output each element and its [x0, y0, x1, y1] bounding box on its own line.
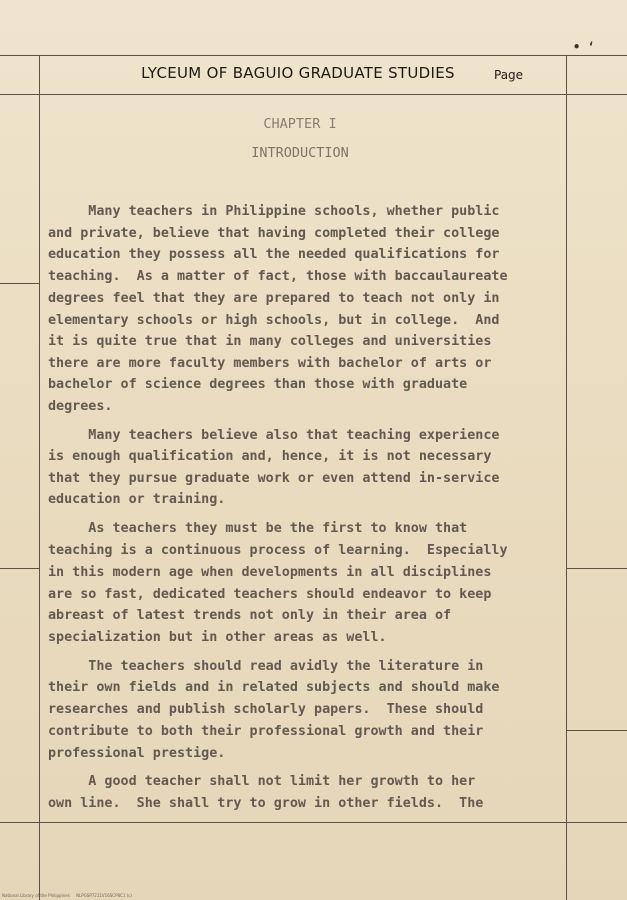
text-line: contribute to both their professional growth and their [48, 724, 484, 739]
text-line: abreast of latest trends not only in their area of [48, 608, 452, 623]
left-margin-rule [39, 55, 40, 900]
text-line: that they pursue graduate work or even attend in-service [48, 471, 500, 486]
text-line: professional prestige. [48, 746, 226, 761]
text-line: elementary schools or high schools, but in college. And [48, 313, 500, 328]
right-margin-rule [566, 55, 567, 900]
text-line: The teachers should read avidly the literature in [48, 659, 484, 674]
institution-header: LYCEUM OF BAGUIO GRADUATE STUDIES [141, 64, 455, 82]
archive-footer-note: National Library of the Philippines NLPGSP7211V16SCP8C1 (c) [2, 893, 132, 898]
text-line: A good teacher shall not limit her growth to her [48, 774, 476, 789]
text-line: Many teachers believe also that teaching experience [48, 428, 500, 443]
text-line: researches and publish scholarly papers. These should [48, 702, 484, 717]
left-mark-rule-1 [0, 283, 40, 284]
text-line: education they possess all the needed qualifications for [48, 247, 500, 262]
chapter-number: CHAPTER I [263, 116, 337, 132]
header-bottom-rule [0, 94, 627, 95]
corner-mark: • ‘ [573, 40, 595, 54]
text-line: As teachers they must be the first to know that [48, 521, 468, 536]
text-line: teaching is a continuous process of learning. Especially [48, 543, 508, 558]
text-line: it is quite true that in many colleges and universities [48, 334, 492, 349]
text-line: is enough qualification and, hence, it is not necessary [48, 449, 492, 464]
text-line: are so fast, dedicated teachers should endeavor to keep [48, 587, 492, 602]
chapter-title: INTRODUCTION [251, 145, 349, 161]
right-mark-rule-1 [566, 568, 627, 569]
text-line: Many teachers in Philippine schools, whether public [48, 204, 500, 219]
text-line: degrees feel that they are prepared to teach not only in [48, 291, 500, 306]
text-line: and private, believe that having completed their college [48, 226, 500, 241]
left-mark-rule-2 [0, 568, 40, 569]
right-mark-rule-2 [566, 730, 627, 731]
text-line: their own fields and in related subjects and should make [48, 680, 500, 695]
text-line: there are more faculty members with bachelor of arts or [48, 356, 492, 371]
header-top-rule [0, 55, 627, 56]
text-line: education or training. [48, 492, 226, 507]
text-line: own line. She shall try to grow in other fields. The [48, 796, 484, 811]
text-line: bachelor of science degrees than those with graduate [48, 377, 468, 392]
text-line: specialization but in other areas as well. [48, 630, 387, 645]
text-line: in this modern age when developments in all disciplines [48, 565, 492, 580]
text-line: degrees. [48, 399, 113, 414]
footer-rule [0, 822, 627, 823]
page-label: Page [494, 68, 524, 82]
text-line: teaching. As a matter of fact, those with baccaulaureate [48, 269, 508, 284]
